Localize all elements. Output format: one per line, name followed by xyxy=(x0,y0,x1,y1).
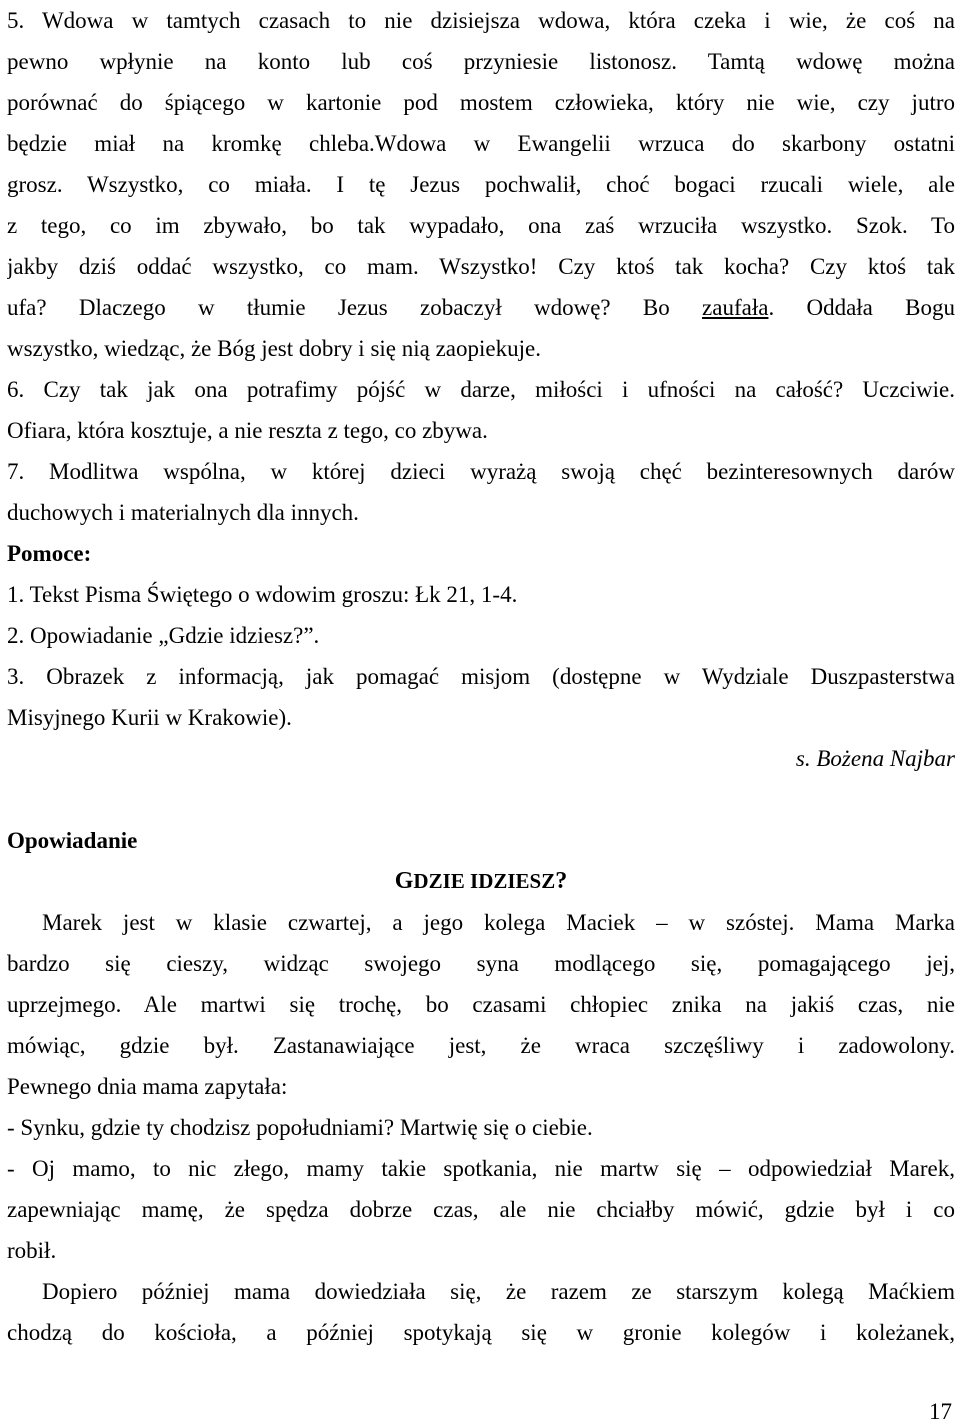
story-line: Dopiero później mama dowiedziała się, że razem ze starszym kolegą Maćkiem xyxy=(42,1279,955,1304)
aids-heading: Pomoce: xyxy=(7,541,92,566)
text-line xyxy=(7,287,955,328)
text-line: pewno wpłynie na konto lub coś przyniesie listonosz. Tamtą wdowę można xyxy=(7,49,955,74)
text-line: duchowych i materialnych dla innych. xyxy=(7,500,359,525)
story-heading: Opowiadanie xyxy=(7,828,138,853)
story-line: Pewnego dnia mama zapytała: xyxy=(7,1074,288,1099)
underlined-word: zaufała xyxy=(702,295,769,320)
story-line: robił. xyxy=(7,1238,57,1263)
text-line: Ofiara, która kosztuje, a nie reszta z tego, co zbywa. xyxy=(7,418,488,443)
story-line: chodzą do kościoła, a później spotykają się w gronie kolegów i koleżanek, xyxy=(7,1320,955,1345)
aids-item: 1. Tekst Pisma Świętego o wdowim groszu: Łk 21, 1-4. xyxy=(7,582,518,607)
text-segment: ufa? Dlaczego w tłumie Jezus zobaczył wdowę? Bo xyxy=(7,295,703,320)
aids-item: 3. Obrazek z informacją, jak pomagać misjom (dostępne w Wydziale Duszpasterstwa xyxy=(7,664,955,689)
text-segment: . Oddała Bogu xyxy=(768,295,955,320)
text-line: porównać do śpiącego w kartonie pod mostem człowieka, który nie wie, czy jutro xyxy=(7,90,955,115)
author-signature: s. Bożena Najbar xyxy=(795,746,955,771)
story-title xyxy=(7,861,955,902)
text-line: z tego, co im zbywało, bo tak wypadało, ona zaś wrzuciła wszystko. Szok. To xyxy=(7,213,955,238)
page-number: 17 xyxy=(929,1399,952,1424)
text-line: 6. Czy tak jak ona potrafimy pójść w darze, miłości i ufności na całość? Uczciwie. xyxy=(7,377,955,402)
document-page xyxy=(7,0,955,1353)
story-line: - Synku, gdzie ty chodzisz popołudniami? Martwię się o ciebie. xyxy=(7,1115,593,1140)
text-line: jakby dziś oddać wszystko, co mam. Wszystko! Czy ktoś tak kocha? Czy ktoś tak xyxy=(7,254,955,279)
spacer xyxy=(7,779,955,820)
text-line: grosz. Wszystko, co miała. I tę Jezus pochwalił, choć bogaci rzucali wiele, ale xyxy=(7,172,955,197)
story-line: zapewniając mamę, że spędza dobrze czas, ale nie chciałby mówić, gdzie był i co xyxy=(7,1197,955,1222)
story-line: - Oj mamo, to nic złego, mamy takie spotkania, nie martw się – odpowiedział Marek, xyxy=(7,1156,955,1181)
story-line: uprzejmego. Ale martwi się trochę, bo czasami chłopiec znika na jakiś czas, nie xyxy=(7,992,955,1017)
text-line: 7. Modlitwa wspólna, w której dzieci wyrażą swoją chęć bezinteresownych darów xyxy=(7,459,955,484)
story-line: bardzo się cieszy, widząc swojego syna modlącego się, pomagającego jej, xyxy=(7,951,955,976)
title-end: ? xyxy=(555,868,568,894)
text-line: wszystko, wiedząc, że Bóg jest dobry i się nią zaopiekuje. xyxy=(7,336,541,361)
text-line: będzie miał na kromkę chleba.Wdowa w Ewangelii wrzuca do skarbony ostatni xyxy=(7,131,955,156)
aids-item: 2. Opowiadanie „Gdzie idziesz?”. xyxy=(7,623,320,648)
title-rest: DZIE IDZIESZ xyxy=(413,869,556,893)
aids-item: Misyjnego Kurii w Krakowie). xyxy=(7,705,292,730)
text-line: 5. Wdowa w tamtych czasach to nie dzisiejsza wdowa, która czeka i wie, że coś na xyxy=(7,8,955,33)
story-line: Marek jest w klasie czwartej, a jego kolega Maciek – w szóstej. Mama Marka xyxy=(42,910,955,935)
title-initial: G xyxy=(394,868,414,894)
story-line: mówiąc, gdzie był. Zastanawiające jest, że wraca szczęśliwy i zadowolony. xyxy=(7,1033,955,1058)
